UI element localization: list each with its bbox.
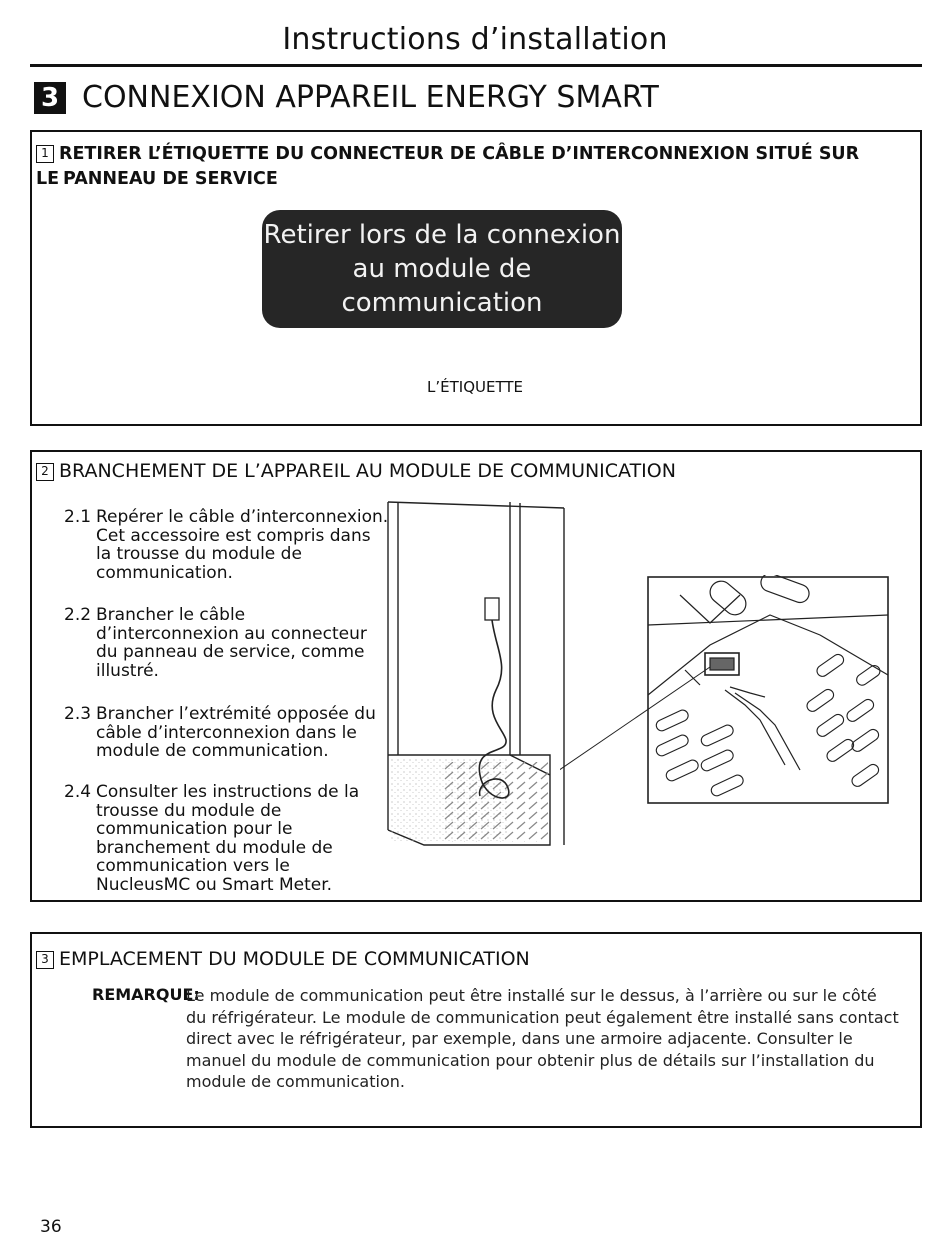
instruction-number: 2.1 — [64, 507, 92, 527]
instruction-2-3 — [64, 705, 389, 761]
instruction-2-2 — [64, 606, 389, 680]
instruction-number: 2.2 — [64, 605, 92, 625]
section-heading: CONNEXION APPAREIL ENERGY SMART — [82, 80, 659, 115]
remark-label: REMARQUE: — [92, 985, 200, 1004]
remove-label-sticker — [262, 210, 622, 328]
instruction-text: Brancher l’extrémité opposée du câble d’interconnexion dans le module de communication. — [96, 704, 376, 761]
instruction-text: Repérer le câble d’interconnexion. Cet accessoire est compris dans la trousse du module de communication. — [96, 507, 389, 583]
sticker-caption: L’ÉTIQUETTE — [427, 378, 523, 396]
instruction-text: Consulter les instructions de la trousse du module de communication pour le branchement du module de communication vers le NucleusMC ou Smart Meter. — [96, 782, 360, 895]
step1-heading-text: RETIRER L’ÉTIQUETTE DU CONNECTEUR DE CÂBLE D’INTERCONNEXION SITUÉ SUR LE — [36, 144, 860, 189]
step2-heading — [36, 460, 676, 482]
connector-detail-illustration — [560, 575, 890, 809]
instruction-number: 2.3 — [64, 704, 92, 724]
page-title: Instructions d’installation — [282, 22, 668, 57]
instruction-2-1 — [64, 508, 389, 582]
step1-heading-line2: PANNEAU DE SERVICE — [63, 169, 278, 189]
page-number: 36 — [40, 1217, 62, 1237]
instruction-number: 2.4 — [64, 782, 92, 802]
step2-heading-text: BRANCHEMENT DE L’APPAREIL AU MODULE DE COMMUNICATION — [59, 460, 676, 482]
section-number-badge: 3 — [34, 82, 66, 114]
instruction-2-4 — [64, 783, 389, 894]
sticker-line-2: au module de — [352, 254, 532, 284]
remark-text: Le module de communication peut être installé sur le dessus, à l’arrière ou sur le côté du réfrigérateur. Le module de communication peut également être installé sans contact direct avec le réfrigérateur, par exemple, dans une armoire adjacente. Consulter le manuel du module de communication pour obtenir plus de détails sur l’installation du module de communication. — [186, 986, 899, 1091]
step2-number: 2 — [36, 463, 54, 481]
sticker-line-3: communication — [341, 288, 543, 318]
step1-number: 1 — [36, 145, 54, 163]
step3-heading — [36, 948, 530, 970]
step3-heading-text: EMPLACEMENT DU MODULE DE COMMUNICATION — [59, 948, 530, 970]
instruction-text: Brancher le câble d’interconnexion au connecteur du panneau de service, comme illustré. — [96, 605, 367, 681]
title-divider — [30, 64, 922, 67]
refrigerator-illustration — [384, 500, 566, 862]
sticker-line-1: Retirer lors de la connexion — [263, 220, 621, 250]
step3-number: 3 — [36, 951, 54, 969]
